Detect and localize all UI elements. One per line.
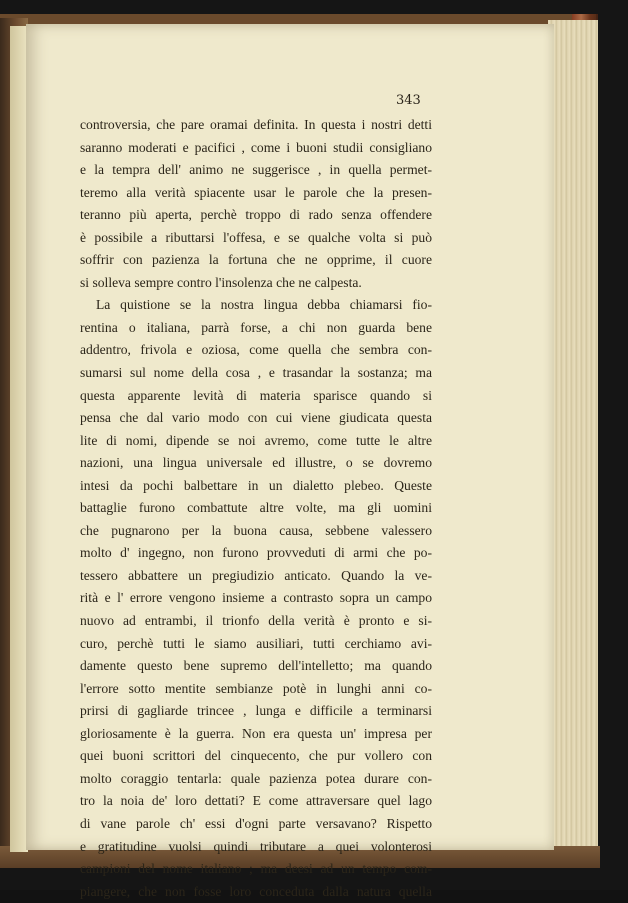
text-line: tessero abbattere un pregiudizio anticato. Quando la ve- — [80, 567, 432, 583]
text-line: curo, perchè tutti le siamo ausiliari, tutti cerchiamo avi- — [80, 635, 432, 651]
text-line: soffrir con pazienza la fortuna che ne opprime, il cuore — [80, 252, 432, 268]
text-line: molto coraggio tentarla: quale pazienza potea durare con- — [80, 770, 432, 786]
text-line: e la tempra dell' animo ne suggerisce , in quella permet- — [80, 162, 432, 178]
text-line: battaglie furono combattute altre volte, ma gli uomini — [80, 500, 432, 516]
text-line: è possibile a ributtarsi l'offesa, e se qualche volta si può — [80, 229, 432, 245]
text-line: sumarsi sul nome della cosa , e trasandar la sostanza; ma — [80, 365, 432, 381]
text-line: pensa che dal vario modo con cui viene giudicata questa — [80, 410, 432, 426]
text-line: nuovo ad entrambi, il trionfo della verità è pronto e si- — [80, 613, 432, 629]
text-line: l'errore sotto mentite sembianze potè in lunghi anni co- — [80, 680, 432, 696]
text-line: rentina o italiana, parrà forse, a chi non guarda bene — [80, 319, 432, 335]
text-line: piangere, che non fosse loro conceduta dalla natura quella — [80, 883, 432, 899]
text-line: controversia, che pare oramai definita. In questa i nostri detti — [80, 117, 432, 132]
text-line: intesi da pochi balbettare in un dialetto plebeo. Queste — [80, 477, 432, 493]
text-line: prirsi di gagliarde trincee , lunga e difficile a terminarsi — [80, 703, 432, 719]
text-line: damente questo bene supremo dell'intelletto; ma quando — [80, 658, 432, 674]
text-line: quei buoni scrittori del cinquecento, che pur vollero con — [80, 748, 432, 764]
text-line: si solleva sempre contro l'insolenza che ne calpesta. — [80, 274, 362, 290]
text-line: tro la noia de' loro dettati? E come attraversare quel lago — [80, 793, 432, 809]
text-line: teremo alla verità spiacente usar le parole che la presen- — [80, 184, 432, 200]
text-line: saranno moderati e pacifici , come i buoni studii consigliano — [80, 139, 432, 155]
text-line: nazioni, una lingua universale ed illustre, o se dovremo — [80, 455, 432, 471]
text-line: questa apparente levità di materia sparisce quando si — [80, 387, 432, 403]
text-line: lite di nomi, dipende se noi avremo, come tutte le altre — [80, 432, 432, 448]
text-line: campioni del nome italiano ; ma deesi ad un tempo com- — [80, 861, 432, 877]
body-text — [80, 114, 432, 903]
text-line: addentro, frivola e oziosa, come quella che sembra con- — [80, 342, 432, 358]
text-line: di vane parole ch' essi d'ogni parte versavano? Rispetto — [80, 815, 432, 831]
book-cover-top-edge — [0, 14, 596, 24]
page-stack-edge — [548, 20, 598, 858]
text-line: molto d' ingegno, non furono provveduti di armi che po- — [80, 545, 432, 561]
text-line: rità e l' errore vengono insieme a contrasto sopra un campo — [80, 590, 432, 606]
text-line: teranno più aperta, perchè troppo di rado senza offendere — [80, 207, 432, 223]
text-line: e gratitudine vuolsi quindi tributare a quei volonterosi — [80, 838, 432, 854]
text-line: La quistione se la nostra lingua debba chiamarsi fio- — [96, 297, 432, 313]
text-line: gloriosamente è la guerra. Non era questa un' impresa per — [80, 725, 432, 741]
page-number: 343 — [396, 93, 421, 108]
text-line: che pugnarono per la buona causa, sebbene valessero — [80, 522, 432, 538]
